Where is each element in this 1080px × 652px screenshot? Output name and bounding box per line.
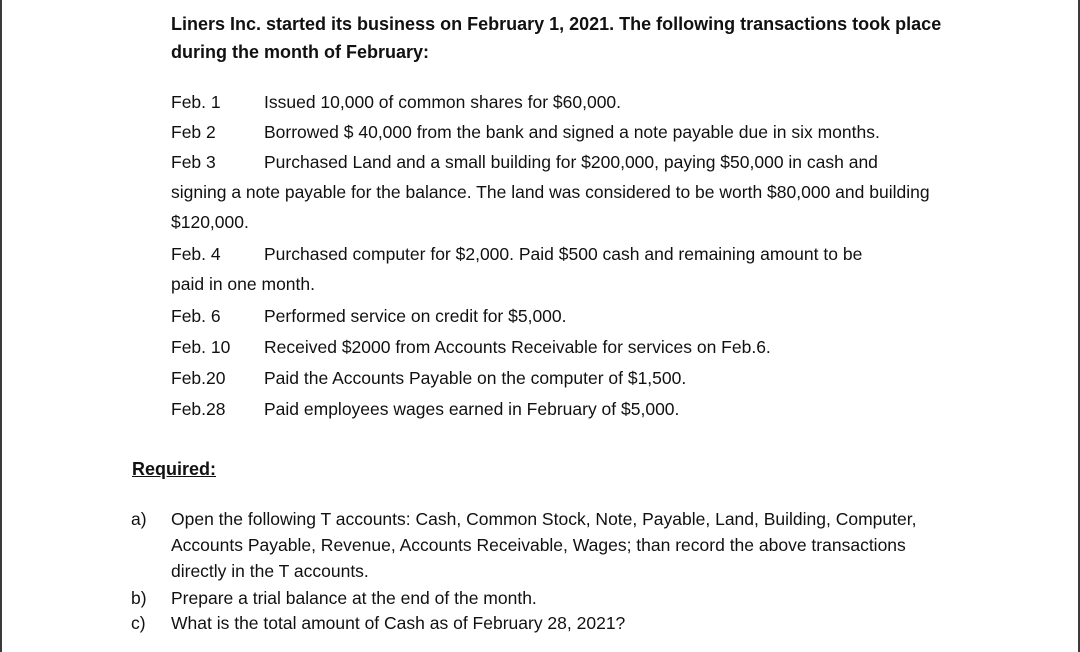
transaction-date: Feb.20 [171,368,226,388]
required-item-text: Prepare a trial balance at the end of the month. [171,588,537,608]
transaction-continuation: signing a note payable for the balance. The land was considered to be worth $80,000 and building $120,000. [171,182,930,232]
transaction-row [171,363,971,393]
intro-paragraph: Liners Inc. started its business on February 1, 2021. The following transactions took place during the month of February: [171,14,942,62]
required-item-text: What is the total amount of Cash as of February 28, 2021? [171,613,626,633]
transaction-row [171,394,971,424]
required-heading: Required: [132,459,217,479]
transaction-row [171,117,971,147]
transaction-text: Issued 10,000 of common shares for $60,000. [264,92,622,112]
transaction-text: Performed service on credit for $5,000. [264,306,567,326]
transaction-text: Borrowed $ 40,000 from the bank and signed a note payable due in six months. [264,122,880,142]
transaction-date: Feb. 4 [171,244,221,264]
transaction-date: Feb. 6 [171,306,221,326]
required-item-letter: c) [131,613,146,633]
transaction-continuation: paid in one month. [171,274,315,294]
transaction-row [171,332,971,362]
transaction-text: Paid the Accounts Payable on the computer of $1,500. [264,368,687,388]
left-border [0,0,2,652]
required-item-text: Open the following T accounts: Cash, Common Stock, Note, Payable, Land, Building, Computer, Accounts Payable, Revenue, Accounts Receivable, Wages; than record the above transactions directly in the T accounts. [171,509,917,581]
transaction-date: Feb. 1 [171,92,221,112]
transaction-date: Feb 2 [171,122,216,142]
required-item-letter: b) [131,588,147,608]
transaction-date: Feb.28 [171,399,226,419]
transaction-row [171,301,971,331]
transaction-text: Purchased computer for $2,000. Paid $500 cash and remaining amount to be [264,244,863,264]
transaction-text: Received $2000 from Accounts Receivable for services on Feb.6. [264,337,771,357]
transaction-date: Feb 3 [171,152,216,172]
transaction-date: Feb. 10 [171,337,231,357]
transaction-row [171,87,971,117]
required-item-letter: a) [131,509,147,529]
transaction-row [171,239,971,269]
transaction-text: Paid employees wages earned in February of $5,000. [264,399,680,419]
transaction-row [171,147,971,177]
transaction-text: Purchased Land and a small building for $200,000, paying $50,000 in cash and [264,152,878,172]
